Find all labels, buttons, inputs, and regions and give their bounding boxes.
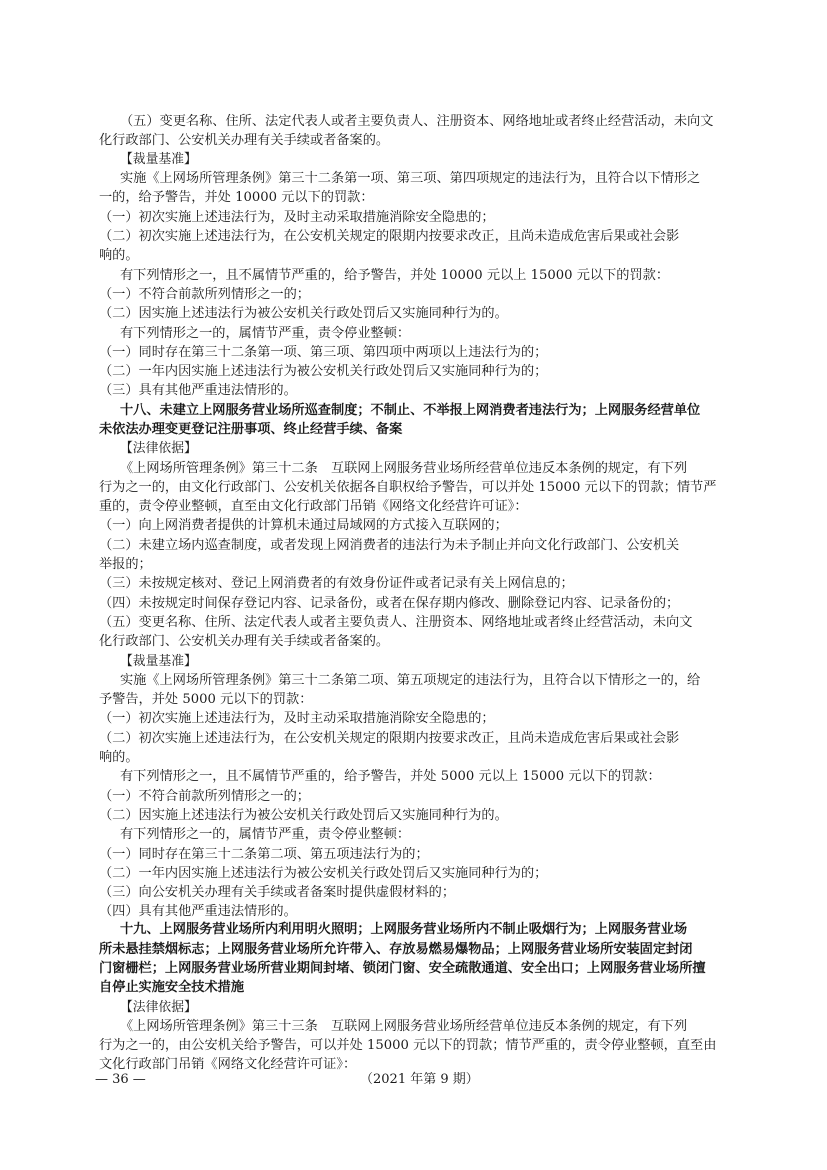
section-heading-line: 所未悬挂禁烟标志；上网服务营业场所允许带入、存放易燃易爆物品；上网服务营业场所安装固定封闭 — [99, 942, 693, 957]
text-line: （二）一年内因实施上述违法行为被公安机关行政处罚后又实施同种行为的； — [99, 364, 548, 379]
text-line: 《上网场所管理条例》第三十二条 互联网上网服务营业场所经营单位违反本条例的规定，有下列 — [120, 461, 688, 476]
text-line: （二）未建立场内巡查制度，或者发现上网消费者的违法行为未予制止并向文化行政部门、公安机关 — [99, 538, 680, 553]
text-line: （三）向公安机关办理有关手续或者备案时提供虚假材料的； — [99, 885, 456, 900]
text-line: 实施《上网场所管理条例》第三十二条第一项、第三项、第四项规定的违法行为，且符合以下情形之 — [120, 171, 701, 186]
text-line: （四）未按规定时间保存登记内容、记录备份，或者在保存期内修改、删除登记内容、记录备份的； — [99, 596, 680, 611]
text-line: （一）同时存在第三十二条第一项、第三项、第四项中两项以上违法行为的； — [99, 345, 548, 360]
text-line: （一）初次实施上述违法行为，及时主动采取措施消除安全隐患的； — [99, 711, 495, 726]
page-number: — 36 — — [95, 1072, 146, 1087]
section-tag: 【法律依据】 — [120, 1000, 197, 1015]
text-line: 举报的； — [99, 557, 152, 572]
text-line: 响的。 — [99, 248, 139, 263]
text-line: 有下列情形之一，且不属情节严重的，给予警告，并处 10000 元以上 15000 元以下的罚款： — [120, 268, 670, 283]
text-line: 文化行政部门吊销《网络文化经营许可证》： — [99, 1057, 357, 1072]
text-line: （二）一年内因实施上述违法行为被公安机关行政处罚后又实施同种行为的； — [99, 866, 548, 881]
text-line: （二）因实施上述违法行为被公安机关行政处罚后又实施同种行为的。 — [99, 808, 508, 823]
text-line: 行为之一的，由公安机关给予警告，可以并处 15000 元以下的罚款；情节严重的，责令停业整顿，直至由 — [99, 1038, 717, 1053]
section-heading-line: 十九、上网服务营业场所内利用明火照明；上网服务营业场所内不制止吸烟行为；上网服务营业场 — [120, 922, 688, 937]
text-line: （三）未按规定核对、登记上网消费者的有效身份证件或者记录有关上网信息的； — [99, 576, 574, 591]
text-line: （二）初次实施上述违法行为，在公安机关规定的限期内按要求改正，且尚未造成危害后果或社会影 — [99, 731, 680, 746]
section-heading-line: 未依法办理变更登记注册事项、终止经营手续、备案 — [99, 422, 403, 437]
text-line: （二）因实施上述违法行为被公安机关行政处罚后又实施同种行为的。 — [99, 306, 508, 321]
text-line: （一）向上网消费者提供的计算机未通过局域网的方式接入互联网的； — [99, 518, 508, 533]
text-line: （一）同时存在第三十二条第二项、第五项违法行为的； — [99, 847, 429, 862]
text-line: （三）具有其他严重违法情形的。 — [99, 383, 297, 398]
text-line: 《上网场所管理条例》第三十三条 互联网上网服务营业场所经营单位违反本条例的规定，有下列 — [120, 1019, 688, 1034]
section-heading-line: 十八、未建立上网服务营业场所巡查制度；不制止、不举报上网消费者违法行为；上网服务经营单位 — [120, 403, 701, 418]
text-line: 化行政部门、公安机关办理有关手续或者备案的。 — [99, 133, 390, 148]
section-heading-line: 自停止实施安全技术措施 — [99, 980, 245, 995]
text-line: 有下列情形之一，且不属情节严重的，给予警告，并处 5000 元以上 15000 元以下的罚款： — [120, 769, 661, 784]
text-line: （二）初次实施上述违法行为，在公安机关规定的限期内按要求改正，且尚未造成危害后果或社会影 — [99, 229, 680, 244]
text-line: （一）不符合前款所列情形之一的； — [99, 789, 310, 804]
text-line: 予警告，并处 5000 元以下的罚款： — [99, 692, 313, 707]
section-tag: 【裁量基准】 — [120, 152, 197, 167]
text-line: （一）初次实施上述违法行为，及时主动采取措施消除安全隐患的； — [99, 210, 495, 225]
text-line: 响的。 — [99, 750, 139, 765]
text-line: （五）变更名称、住所、法定代表人或者主要负责人、注册资本、网络地址或者终止经营活动，未向文 — [99, 615, 693, 630]
text-line: 行为之一的，由文化行政部门、公安机关依据各自职权给予警告，可以并处 15000 元以下的罚款；情节严 — [99, 480, 717, 495]
text-line: （一）不符合前款所列情形之一的； — [99, 287, 310, 302]
section-tag: 【法律依据】 — [120, 441, 197, 456]
section-tag: 【裁量基准】 — [120, 654, 197, 669]
text-line: 一的，给予警告，并处 10000 元以下的罚款： — [99, 190, 374, 205]
text-line: 有下列情形之一的，属情节严重，责令停业整顿： — [120, 827, 411, 842]
text-line: 化行政部门、公安机关办理有关手续或者备案的。 — [99, 634, 390, 649]
text-line: 实施《上网场所管理条例》第三十二条第二项、第五项规定的违法行为，且符合以下情形之一的，给 — [120, 673, 701, 688]
text-line: （五）变更名称、住所、法定代表人或者主要负责人、注册资本、网络地址或者终止经营活动，未向文 — [120, 114, 714, 129]
text-line: 重的，责令停业整顿，直至由文化行政部门吊销《网络文化经营许可证》： — [99, 499, 528, 514]
section-heading-line: 门窗栅栏；上网服务营业场所营业期间封堵、锁闭门窗、安全疏散通道、安全出口；上网服务营业场所擅 — [99, 961, 706, 976]
text-line: （四）具有其他严重违法情形的。 — [99, 904, 297, 919]
text-line: 有下列情形之一的，属情节严重，责令停业整顿： — [120, 326, 411, 341]
issue-label: （2021 年第 9 期） — [360, 1072, 479, 1087]
